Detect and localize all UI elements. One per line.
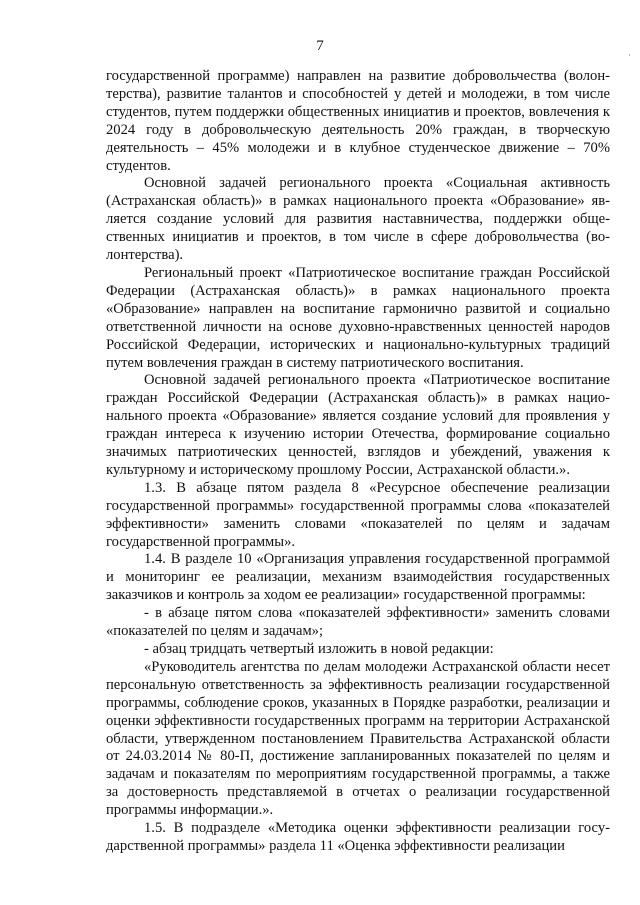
paragraph-item-1-3: 1.3. В абзаце пятом раздела 8 «Ресурсное обеспечение реализации государственной программы» государственной программы слова «показателей эффективности» заменить словами «показателей по целям и задачам государственной программы». (106, 479, 610, 550)
paragraph-item-1-4: 1.4. В разделе 10 «Организация управления государственной программой и мониторинг ее реализации, механизм взаимодействия государственных заказчиков и контроль за ходом ее реализации» государственной программы: (106, 551, 610, 604)
paragraph-continuation: государственной программе) направлен на развитие добровольчества (волонтерства), развитие талантов и способностей у детей и молодежи, в том числе студентов, путем поддержки общественных инициатив и проектов, вовлечения к 2024 году в добровольческую деятельность 20% граждан, в творческую деятельность – 45% молодежи и в клубное студенческое движение – 70% студентов. (106, 68, 610, 174)
paragraph-social-activity-task: Основной задачей регионального проекта «Социальная активность (Астраханская область)» в рамках национального проекта «Образование» является создание условий для развития наставничества, поддержки общественных инициатив и проектов, в том числе в сфере добровольчества (волонтерства). (106, 175, 610, 264)
paragraph-new-edition-quote: «Руководитель агентства по делам молодежи Астраханской области несет персональную ответственность за эффективность реализации государственной программы, соблюдение сроков, указанных в Порядке разработки, реализации и оценки эффективности государственных программ на территории Астраханской области, утвержденном постановлением Правительства Астраханской области от 24.03.2014 № 80-П, достижение запланированных показателей по целям и задачам и показателям по мероприятиям государственной программы, а также за достоверность представляемой в отчетах о реализации государственной программы информации.». (106, 658, 610, 819)
paragraph-sub-item-thirty-fourth: - абзац тридцать четвертый изложить в новой редакции: (144, 641, 494, 657)
paragraph-patriotic-project: Региональный проект «Патриотическое воспитание граждан Российской Федерации (Астраханская область)» в рамках национального проекта «Образование» направлен на воспитание гармонично развитой и социально ответственной личности на основе духовно-нравственных ценностей народов Российской Федерации, исторических и национально-культурных традиций путем вовлечения граждан в систему патриотического воспитания. (106, 264, 610, 371)
page-number: 7 (316, 38, 324, 54)
document-body (106, 68, 610, 856)
paragraph-patriotic-task: Основной задачей регионального проекта «Патриотическое воспитание граждан Российской Федерации (Астраханская область)» в рамках национального проекта «Образование» является создание условий для проявления у граждан интереса к изучению истории Отечества, формирование социально значимых патриотических ценностей, взглядов и убеждений, уважения к культурному и историческому прошлому России, Астраханской области.». (106, 372, 610, 478)
paragraph-sub-item-fifth: - в абзаце пятом слова «показателей эффективности» заменить словами «показателей по целям и задачам»; (106, 605, 610, 640)
margin-mark: · (628, 50, 631, 60)
paragraph-item-1-5: 1.5. В подразделе «Методика оценки эффективности реализации государственной программы» раздела 11 «Оценка эффективности реализации (106, 820, 610, 854)
